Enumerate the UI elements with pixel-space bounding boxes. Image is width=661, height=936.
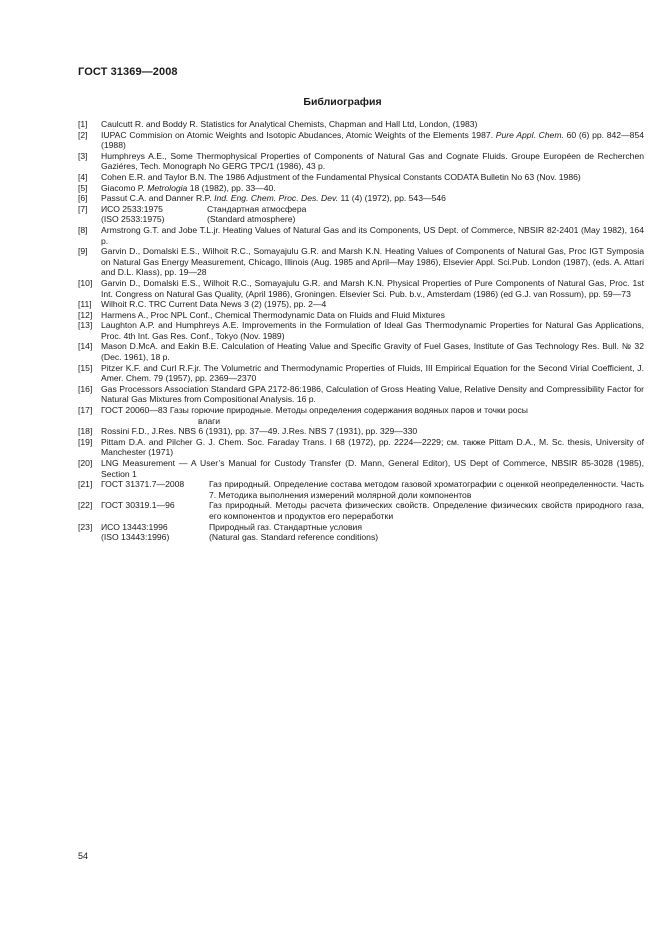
entry-number: [18] <box>78 426 93 437</box>
bibliography-entry <box>78 522 644 543</box>
entry-number: [5] <box>78 182 88 193</box>
entry-number: [14] <box>78 341 93 352</box>
bibliography-entry <box>78 341 644 362</box>
entry-text-continuation: влаги <box>198 415 221 426</box>
entry-number: [19] <box>78 436 93 447</box>
bibliography-entry <box>78 500 644 521</box>
entry-text: Rossini F.D., J.Res. NBS 6 (1931), pp. 37—49. J.Res. NBS 7 (1931), pp. 329—330 <box>101 426 418 437</box>
entry-text: Cohen E.R. and Taylor B.N. The 1986 Adjustment of the Fundamental Physical Constants CODATA Bulletin No 63 (Nov. 1986) <box>101 171 581 182</box>
entry-number: [8] <box>78 224 88 235</box>
bibliography-entry <box>78 458 644 479</box>
entry-text: IUPAC Commision on Atomic Weights and Isotopic Abudances, Atomic Weights of the Elements 1987. <box>101 129 494 140</box>
bibliography-entry <box>78 130 644 151</box>
entry-text: Harmens A., Proc NPL Conf., Chemical Thermodynamic Data on Fluids and Fluid Mixtures <box>101 309 445 320</box>
entry-text: Laughton A.P. and Humphreys A.E. Improvements in the Formulation of Ideal Gas Thermodynamic Properties for Natural Gas Applications, Proc. 4th Int. Gas Res. Conf., Tokyo (Nov. 1989) <box>101 320 644 341</box>
standard-row <box>101 204 644 215</box>
entry-number: [2] <box>78 129 88 140</box>
standard-code: ГОСТ 31371.7—2008 <box>101 479 185 490</box>
entry-text: Garvin D., Domalski E.S., Wilhoit R.C., Somayajulu G.R. and Marsh K.N. Physical Properties of Pure Components of Natural Gas, Proc. 1st Int. Congress on Natural Gas Quality, (April 1986), Groningen. Elsevier Sci. Pub. b.v., Amsterdam (1986) (ed G.J. van Rossum), pp. 59—73 <box>101 277 644 299</box>
bibliography-entry <box>78 479 644 500</box>
standard-code: (ISO 2533:1975) <box>101 214 165 225</box>
standard-title: Газ природный. Определение состава методом газовой хроматографии с оценкой неопределенности. Часть 7. Методика выполнения измерений молярной доли компонентов <box>209 479 644 500</box>
bibliography-list <box>78 119 644 543</box>
entry-text: Pitzer K.F. and Curl R.F.jr. The Volumetric and Thermodynamic Properties of Fluids, III Empirical Equation for the Second Virial Coefficient, J. Amer. Chem. 79 (1957), pp. 2369—2370 <box>101 362 644 384</box>
standard-title: (Standard atmosphere) <box>207 214 296 225</box>
bibliography-entry <box>78 119 644 130</box>
bibliography-entry <box>78 310 644 321</box>
bibliography-entry <box>78 204 644 225</box>
bibliography-entry <box>78 363 644 384</box>
entry-text: Garvin D., Domalski E.S., Wilhoit R.C., Somayajulu G.R. and Marsh K.N. Heating Values of Components of Natural Gas, Proc IGT Symposia on Natural Gas Energy Measurement, Chicago, Illinois (Aug. 1985 and April—May 1986), Elsevier Appl. Sci.Pub. London (1987), (eds. A. Attari and D.L. Klass), pp. 19—28 <box>101 246 644 278</box>
standard-code: ИСО 13443:1996 <box>101 521 168 532</box>
entry-text: 60 (6) pp. 842—854 (1988) <box>101 129 645 151</box>
standard-row <box>101 522 644 533</box>
entry-number: [23] <box>78 521 93 532</box>
standard-code: (ISO 13443:1996) <box>101 532 170 543</box>
entry-number: [7] <box>78 203 88 214</box>
entry-number: [21] <box>78 479 93 490</box>
standard-title: Стандартная атмосфера <box>207 203 307 214</box>
bibliography-entry <box>78 426 644 437</box>
standard-row <box>101 479 644 500</box>
entry-number: [16] <box>78 383 93 394</box>
journal-name: Ind. Eng. Chem. Proc. Des. Dev. <box>214 193 339 204</box>
entry-number: [6] <box>78 193 88 204</box>
entry-number: [4] <box>78 171 88 182</box>
entry-text: Caulcutt R. and Boddy R. Statistics for Analytical Chemists, Chapman and Hall Ltd, London, (1983) <box>101 119 478 129</box>
standard-title: Газ природный. Методы расчета физических свойств. Определение физических свойств природного газа, его компонентов и продуктов его переработки <box>209 500 644 521</box>
entry-text: Wilhoit R.C. TRC Current Data News 3 (2) (1975), pp. 2—4 <box>101 299 327 310</box>
entry-text: Armstrong G.T. and Jobe T.L.jr. Heating Values of Natural Gas and its Components, US Dept. of Commerce, NBSIR 82-2401 (May 1982), 164 p. <box>101 224 644 246</box>
standard-row <box>101 532 644 543</box>
bibliography-entry <box>78 151 644 172</box>
entry-number: [17] <box>78 405 93 416</box>
bibliography-entry <box>78 384 644 405</box>
bibliography-entry <box>78 437 644 458</box>
document-code: ГОСТ 31369—2008 <box>78 66 178 78</box>
entry-number: [9] <box>78 246 88 257</box>
bibliography-entry <box>78 320 644 341</box>
entry-number: [15] <box>78 362 93 373</box>
bibliography-entry <box>78 193 644 204</box>
bibliography-entry <box>78 405 644 426</box>
page-number: 54 <box>78 851 89 861</box>
entry-text: Passut C.A. and Danner R.P. <box>101 193 212 204</box>
page-title: Библиография <box>303 96 382 108</box>
standard-row <box>101 500 644 521</box>
journal-name: Pure Appl. Chem. <box>495 129 564 140</box>
standard-code: ГОСТ 30319.1—96 <box>101 500 175 511</box>
entry-text: Giacomo P. <box>101 182 145 193</box>
entry-text: Pittam D.A. and Pilcher G. J. Chem. Soc. Faraday Trans. I 68 (1972), pp. 2224—2229; см. также Pittam D.A., M. Sc. thesis, University of Manchester (1971) <box>101 436 644 458</box>
entry-text: Gas Processors Association Standard GPA 2172-86:1986, Calculation of Gross Heating Value, Relative Density and Compressibility Factor for Natural Gas Mixtures from Compositional Analysis. 16 p. <box>101 383 644 405</box>
standard-code: ИСО 2533:1975 <box>101 203 163 214</box>
entry-number: [3] <box>78 150 88 161</box>
entry-number: [11] <box>78 299 92 310</box>
entry-text: 11 (4) (1972), pp. 543—546 <box>340 193 446 204</box>
bibliography-entry <box>78 278 644 299</box>
bibliography-entry <box>78 299 644 310</box>
entry-number: [12] <box>78 309 93 320</box>
bibliography-entry <box>78 172 644 183</box>
entry-text: ГОСТ 20060—83 Газы горючие природные. Методы определения содержания водяных паров и точки росы <box>101 405 528 416</box>
bibliography-entry <box>78 225 644 246</box>
entry-number: [13] <box>78 320 93 331</box>
bibliography-entry <box>78 183 644 194</box>
entry-number: [22] <box>78 500 93 511</box>
entry-text: Humphreys A.E., Some Thermophysical Properties of Components of Natural Gas and Cognate Fluids. Groupe Européen de Recherchen Gaziéres, Tech. Monograph No GERG TPC/1 (1986), 43 p. <box>101 150 644 172</box>
standard-title: (Natural gas. Standard reference conditions) <box>209 532 379 543</box>
journal-name: Metrologia <box>147 182 188 193</box>
entry-number: [1] <box>78 119 88 129</box>
entry-number: [10] <box>78 277 93 288</box>
entry-number: [20] <box>78 458 93 468</box>
entry-text: Mason D.McA. and Eakin B.E. Calculation of Heating Value and Specific Gravity of Fuel Gases, Institute of Gas Technology Res. Bull. № 32 (Dec. 1961), 18 p. <box>101 341 644 363</box>
entry-text: 18 (1982), pp. 33—40. <box>189 182 276 193</box>
standard-title: Природный газ. Стандартные условия <box>209 521 362 532</box>
entry-text: LNG Measurement — A User’s Manual for Custody Transfer (D. Mann, General Editor), US Dept of Commerce, NBSIR 85-3028 (1985), Section 1 <box>101 458 644 479</box>
standard-row <box>101 214 644 225</box>
bibliography-entry <box>78 246 644 278</box>
